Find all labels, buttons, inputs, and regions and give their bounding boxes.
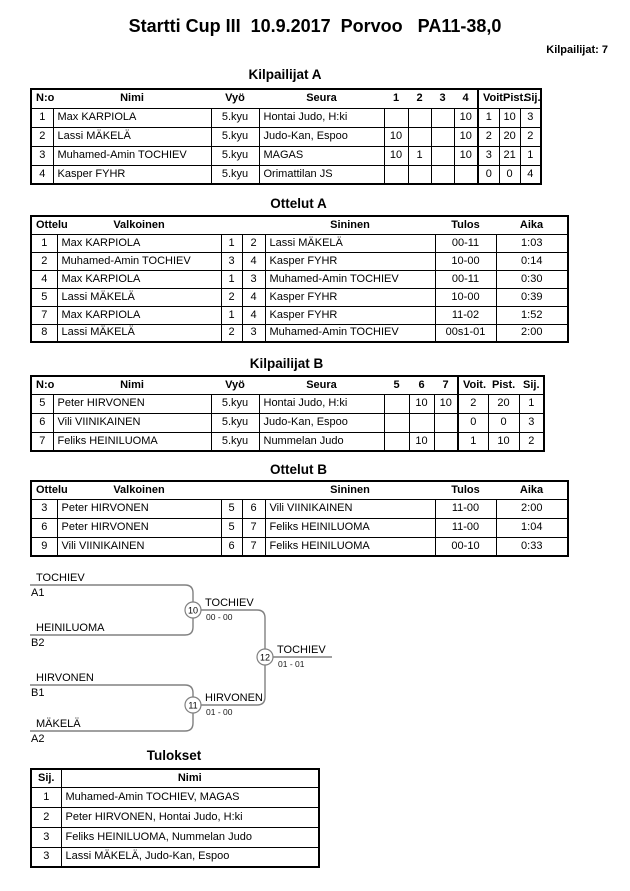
ottelut_b-cell: 11-00 <box>435 518 496 537</box>
tulokset-cell: 3 <box>31 847 61 867</box>
kilpailijat_b-header-5: 6 <box>409 376 434 394</box>
kilpailijat_a-header-5: 2 <box>408 89 431 108</box>
ottelut_b-cell: 7 <box>242 518 265 537</box>
kilpailijat_a-header-4: 1 <box>384 89 408 108</box>
tulokset-cell: Muhamed-Amin TOCHIEV, MAGAS <box>61 787 319 807</box>
ottelut_a-cell: 10-00 <box>435 288 496 306</box>
ottelut_a-row-5 <box>31 324 568 342</box>
kilpailijat_a-cell: Judo-Kan, Espoo <box>259 127 384 146</box>
ottelut_b-header-6: Aika <box>496 481 568 499</box>
kilpailijat_a-row-2 <box>31 146 541 165</box>
ottelut_a-header-3 <box>242 216 265 234</box>
tulokset-cell: 2 <box>31 807 61 827</box>
tulokset-cell: Peter HIRVONEN, Hontai Judo, H:ki <box>61 807 319 827</box>
ottelut_a-cell: 4 <box>31 270 57 288</box>
kilpailijat_a-cell: 2 <box>478 127 499 146</box>
kilpailijat_b-cell: Feliks HEINILUOMA <box>53 432 211 451</box>
tulokset-row-0 <box>31 787 319 807</box>
ottelut_a-row-1 <box>31 252 568 270</box>
ottelut_b-header-4: Sininen <box>265 481 435 499</box>
kilpailijat_a-cell: 1 <box>520 146 541 165</box>
section-title-ottelut-a: Ottelut A <box>270 196 327 211</box>
kilpailijat_a-header-0: N:o <box>31 89 53 108</box>
ottelut_b-cell: 9 <box>31 537 57 556</box>
sf1-bottom-name: HEINILUOMA <box>36 622 105 634</box>
final-match-number: 12 <box>259 652 271 663</box>
kilpailijat_b-header-8: Pist. <box>488 376 519 394</box>
kilpailijat_a-cell: 3 <box>520 108 541 127</box>
kilpailijat_a-cell: 2 <box>520 127 541 146</box>
kilpailijat_a-cell: 4 <box>520 165 541 184</box>
ottelut_b-row-2 <box>31 537 568 556</box>
kilpailijat_a-cell <box>431 146 454 165</box>
kilpailijat_a-cell: 1 <box>478 108 499 127</box>
kilpailijat_a-header-9: Pist. <box>499 89 520 108</box>
ottelut_a-cell: 2 <box>221 288 242 306</box>
kilpailijat_a-cell: 0 <box>499 165 520 184</box>
ottelut_a-header-4: Sininen <box>265 216 435 234</box>
ottelut_a-cell: 0:14 <box>496 252 568 270</box>
kilpailijat_b-row-0 <box>31 394 544 413</box>
kilpailijat_a-cell <box>408 127 431 146</box>
kilpailijat_a-header-3: Seura <box>259 89 384 108</box>
ottelut_b-cell: Peter HIRVONEN <box>57 499 221 518</box>
kilpailijat_a-cell: 3 <box>31 146 53 165</box>
kilpailijat_b-cell: 10 <box>488 432 519 451</box>
kilpailijat_b-row-1 <box>31 413 544 432</box>
tulokset-row-1 <box>31 807 319 827</box>
ottelut_a-cell: 00-11 <box>435 234 496 252</box>
kilpailijat_b-header-2: Vyö <box>211 376 259 394</box>
kilpailijat_b-cell: 3 <box>519 413 544 432</box>
kilpailijat_a-cell: 10 <box>454 127 478 146</box>
ottelut_a-cell: 1:52 <box>496 306 568 324</box>
ottelut_a-cell: 11-02 <box>435 306 496 324</box>
kilpailijat_a-cell: 1 <box>408 146 431 165</box>
kilpailijat_b-cell: Nummelan Judo <box>259 432 384 451</box>
sf1-winner-name: TOCHIEV <box>205 597 254 609</box>
kilpailijat_a-cell: MAGAS <box>259 146 384 165</box>
ottelut_a-cell: Muhamed-Amin TOCHIEV <box>265 270 435 288</box>
ottelut_a-cell: 4 <box>242 252 265 270</box>
kilpailijat_a-cell: 10 <box>384 127 408 146</box>
kilpailijat_b-cell <box>434 413 458 432</box>
ottelut_a-cell: 1 <box>221 306 242 324</box>
kilpailijat_a-cell <box>384 165 408 184</box>
bracket-diagram <box>0 563 630 755</box>
kilpailijat_b-cell: 2 <box>458 394 488 413</box>
ottelut_a-cell: 2 <box>221 324 242 342</box>
sf1-top-name: TOCHIEV <box>36 572 85 584</box>
kilpailijat_a-cell: 10 <box>384 146 408 165</box>
kilpailijat_a-cell: 2 <box>31 127 53 146</box>
kilpailijat_a-row-0 <box>31 108 541 127</box>
ottelut_a-cell: 10-00 <box>435 252 496 270</box>
ottelut_a-header-2 <box>221 216 242 234</box>
ottelut_b-cell: Vili VIINIKAINEN <box>57 537 221 556</box>
kilpailijat_a-cell: 5.kyu <box>211 127 259 146</box>
kilpailijat_a-cell: 21 <box>499 146 520 165</box>
ottelut_b-header-0: Ottelu <box>31 481 57 499</box>
tulokset-row-3 <box>31 847 319 867</box>
kilpailijat_b-cell <box>409 413 434 432</box>
ottelut_a-cell: Lassi MÄKELÄ <box>265 234 435 252</box>
section-title-kilpailijat-b: Kilpailijat B <box>249 356 324 371</box>
kilpailijat_a-cell: 5.kyu <box>211 108 259 127</box>
ottelut_a-cell: Kasper FYHR <box>265 306 435 324</box>
ottelut_a-cell: 0:39 <box>496 288 568 306</box>
ottelut_a-cell: 2 <box>242 234 265 252</box>
section-title-kilpailijat-a: Kilpailijat A <box>248 67 322 82</box>
ottelut_b-header-5: Tulos <box>435 481 496 499</box>
kilpailijat_a-cell <box>431 108 454 127</box>
ottelut_b-header-2 <box>221 481 242 499</box>
kilpailijat_a-header-2: Vyö <box>211 89 259 108</box>
kilpailijat_b-cell: Peter HIRVONEN <box>53 394 211 413</box>
tulokset-cell: Feliks HEINILUOMA, Nummelan Judo <box>61 827 319 847</box>
kilpailijat_b-cell: 1 <box>519 394 544 413</box>
ottelut_a-row-2 <box>31 270 568 288</box>
ottelut_a-cell: 4 <box>242 288 265 306</box>
kilpailijat_a-cell <box>431 127 454 146</box>
kilpailijat_a-header-1: Nimi <box>53 89 211 108</box>
ottelut_a-cell: 8 <box>31 324 57 342</box>
kilpailijat_b-cell: 5.kyu <box>211 394 259 413</box>
ottelut_a-cell: Max KARPIOLA <box>57 270 221 288</box>
ottelut_b-cell: Vili VIINIKAINEN <box>265 499 435 518</box>
kilpailijat_a-header-7: 4 <box>454 89 478 108</box>
tulokset-cell: Lassi MÄKELÄ, Judo-Kan, Espoo <box>61 847 319 867</box>
ottelut-b-table <box>30 480 569 557</box>
kilpailijat_a-header-8: Voit. <box>478 89 499 108</box>
ottelut_b-header-3 <box>242 481 265 499</box>
ottelut_b-cell: 3 <box>31 499 57 518</box>
ottelut_b-cell: 2:00 <box>496 499 568 518</box>
kilpailijat_a-cell: Orimattilan JS <box>259 165 384 184</box>
kilpailijat_b-cell: 1 <box>458 432 488 451</box>
ottelut_a-header-1: Valkoinen <box>57 216 221 234</box>
ottelut_b-header-1: Valkoinen <box>57 481 221 499</box>
ottelut_a-cell: 7 <box>31 306 57 324</box>
kilpailijat_b-header-6: 7 <box>434 376 458 394</box>
ottelut_a-cell: 3 <box>242 270 265 288</box>
ottelut-a-table <box>30 215 569 343</box>
sf1-score: 00 - 00 <box>206 612 233 622</box>
page-title: Startti Cup III 10.9.2017 Porvoo PA11-38,0 <box>128 16 502 36</box>
final-score: 01 - 01 <box>278 659 305 669</box>
section-title-tulokset: Tulokset <box>146 748 202 763</box>
competitors-count: Kilpailijat: 7 <box>546 44 608 56</box>
kilpailijat_b-cell <box>434 432 458 451</box>
kilpailijat_a-header-6: 3 <box>431 89 454 108</box>
kilpailijat_a-cell <box>408 108 431 127</box>
kilpailijat_a-cell <box>431 165 454 184</box>
ottelut_b-cell: Peter HIRVONEN <box>57 518 221 537</box>
ottelut_a-row-3 <box>31 288 568 306</box>
kilpailijat_a-cell: 10 <box>454 146 478 165</box>
ottelut_a-cell: 3 <box>221 252 242 270</box>
kilpailijat_b-cell <box>384 394 409 413</box>
kilpailijat_a-cell: 3 <box>478 146 499 165</box>
kilpailijat_a-cell: 5.kyu <box>211 165 259 184</box>
ottelut_b-cell: 5 <box>221 518 242 537</box>
kilpailijat_a-row-1 <box>31 127 541 146</box>
sf2-score: 01 - 00 <box>206 707 233 717</box>
ottelut_a-cell: Lassi MÄKELÄ <box>57 288 221 306</box>
kilpailijat_a-header-10: Sij. <box>520 89 541 108</box>
kilpailijat_a-cell: Max KARPIOLA <box>53 108 211 127</box>
kilpailijat-b-table <box>30 375 545 452</box>
sf2-bottom-seed: A2 <box>31 733 45 745</box>
sf1-match-number: 10 <box>187 605 199 616</box>
sf1-top-seed: A1 <box>31 587 45 599</box>
ottelut_a-cell: Muhamed-Amin TOCHIEV <box>265 324 435 342</box>
sf1-bottom-seed: B2 <box>31 637 45 649</box>
kilpailijat_a-row-3 <box>31 165 541 184</box>
kilpailijat_a-cell: 4 <box>31 165 53 184</box>
kilpailijat_a-cell: 20 <box>499 127 520 146</box>
sf2-top-seed: B1 <box>31 687 45 699</box>
ottelut_a-cell: 1:03 <box>496 234 568 252</box>
ottelut_a-cell: 1 <box>221 234 242 252</box>
ottelut_a-cell: Max KARPIOLA <box>57 234 221 252</box>
kilpailijat_b-header-4: 5 <box>384 376 409 394</box>
sf2-winner-name: HIRVONEN <box>205 692 263 704</box>
sf2-match-number: 11 <box>188 700 198 711</box>
tulokset-cell: 3 <box>31 827 61 847</box>
bracket-line-sf1-top <box>30 585 193 602</box>
ottelut_a-row-4 <box>31 306 568 324</box>
kilpailijat_b-cell: 5 <box>31 394 53 413</box>
kilpailijat_a-cell: Kasper FYHR <box>53 165 211 184</box>
kilpailijat_b-cell: 10 <box>409 394 434 413</box>
kilpailijat_a-cell <box>454 165 478 184</box>
ottelut_b-cell: Feliks HEINILUOMA <box>265 518 435 537</box>
ottelut_b-cell: 5 <box>221 499 242 518</box>
kilpailijat_b-cell: 6 <box>31 413 53 432</box>
ottelut_a-cell: Kasper FYHR <box>265 252 435 270</box>
kilpailijat_b-cell: Vili VIINIKAINEN <box>53 413 211 432</box>
kilpailijat_a-cell: 1 <box>31 108 53 127</box>
kilpailijat_a-cell: Hontai Judo, H:ki <box>259 108 384 127</box>
kilpailijat_b-cell: 10 <box>409 432 434 451</box>
ottelut_b-cell: 11-00 <box>435 499 496 518</box>
ottelut_a-cell: 5 <box>31 288 57 306</box>
tulokset-cell: 1 <box>31 787 61 807</box>
ottelut_b-cell: 7 <box>242 537 265 556</box>
kilpailijat_a-cell: Lassi MÄKELÄ <box>53 127 211 146</box>
ottelut_a-cell: 2:00 <box>496 324 568 342</box>
ottelut_b-cell: 6 <box>221 537 242 556</box>
ottelut_a-cell: Muhamed-Amin TOCHIEV <box>57 252 221 270</box>
ottelut_b-row-1 <box>31 518 568 537</box>
kilpailijat-a-table <box>30 88 542 185</box>
tulokset-header-1: Nimi <box>61 769 319 787</box>
kilpailijat_b-cell: 0 <box>488 413 519 432</box>
kilpailijat_b-cell: Hontai Judo, H:ki <box>259 394 384 413</box>
tulokset-table <box>30 768 320 868</box>
tulokset-header-0: Sij. <box>31 769 61 787</box>
ottelut_a-cell: 2 <box>31 252 57 270</box>
kilpailijat_a-cell: 10 <box>454 108 478 127</box>
kilpailijat_b-header-3: Seura <box>259 376 384 394</box>
kilpailijat_a-cell: Muhamed-Amin TOCHIEV <box>53 146 211 165</box>
ottelut_b-cell: 0:33 <box>496 537 568 556</box>
kilpailijat_b-header-7: Voit. <box>458 376 488 394</box>
ottelut_a-cell: Lassi MÄKELÄ <box>57 324 221 342</box>
ottelut_b-cell: 6 <box>242 499 265 518</box>
ottelut_a-cell: 4 <box>242 306 265 324</box>
ottelut_a-cell: 0:30 <box>496 270 568 288</box>
kilpailijat_b-cell: 10 <box>434 394 458 413</box>
kilpailijat_a-cell: 10 <box>499 108 520 127</box>
ottelut_a-cell: 1 <box>221 270 242 288</box>
ottelut_a-cell: 1 <box>31 234 57 252</box>
sf2-bottom-name: MÄKELÄ <box>36 718 81 730</box>
kilpailijat_b-cell: 7 <box>31 432 53 451</box>
kilpailijat_b-cell <box>384 413 409 432</box>
section-title-ottelut-b: Ottelut B <box>270 462 327 477</box>
ottelut_a-cell: Max KARPIOLA <box>57 306 221 324</box>
kilpailijat_a-cell <box>408 165 431 184</box>
kilpailijat_b-cell: 0 <box>458 413 488 432</box>
ottelut_b-cell: 1:04 <box>496 518 568 537</box>
kilpailijat_b-header-0: N:o <box>31 376 53 394</box>
tulokset-row-2 <box>31 827 319 847</box>
ottelut_a-row-0 <box>31 234 568 252</box>
kilpailijat_a-cell: 5.kyu <box>211 146 259 165</box>
kilpailijat_b-header-9: Sij. <box>519 376 544 394</box>
ottelut_b-cell: 00-10 <box>435 537 496 556</box>
sf2-top-name: HIRVONEN <box>36 672 94 684</box>
ottelut_a-cell: 00-11 <box>435 270 496 288</box>
ottelut_a-header-0: Ottelu <box>31 216 57 234</box>
ottelut_a-cell: 00s1-01 <box>435 324 496 342</box>
kilpailijat_b-cell: 5.kyu <box>211 432 259 451</box>
kilpailijat_b-cell: 20 <box>488 394 519 413</box>
ottelut_a-cell: 3 <box>242 324 265 342</box>
kilpailijat_b-header-1: Nimi <box>53 376 211 394</box>
kilpailijat_b-row-2 <box>31 432 544 451</box>
ottelut_a-header-6: Aika <box>496 216 568 234</box>
kilpailijat_b-cell: 2 <box>519 432 544 451</box>
final-winner-name: TOCHIEV <box>277 644 326 656</box>
kilpailijat_b-cell: 5.kyu <box>211 413 259 432</box>
ottelut_b-cell: Feliks HEINILUOMA <box>265 537 435 556</box>
ottelut_a-cell: Kasper FYHR <box>265 288 435 306</box>
ottelut_b-cell: 6 <box>31 518 57 537</box>
kilpailijat_a-cell: 0 <box>478 165 499 184</box>
bracket-line-sf2-top <box>30 685 193 697</box>
kilpailijat_a-cell <box>384 108 408 127</box>
ottelut_a-header-5: Tulos <box>435 216 496 234</box>
kilpailijat_b-cell: Judo-Kan, Espoo <box>259 413 384 432</box>
ottelut_b-row-0 <box>31 499 568 518</box>
kilpailijat_b-cell <box>384 432 409 451</box>
